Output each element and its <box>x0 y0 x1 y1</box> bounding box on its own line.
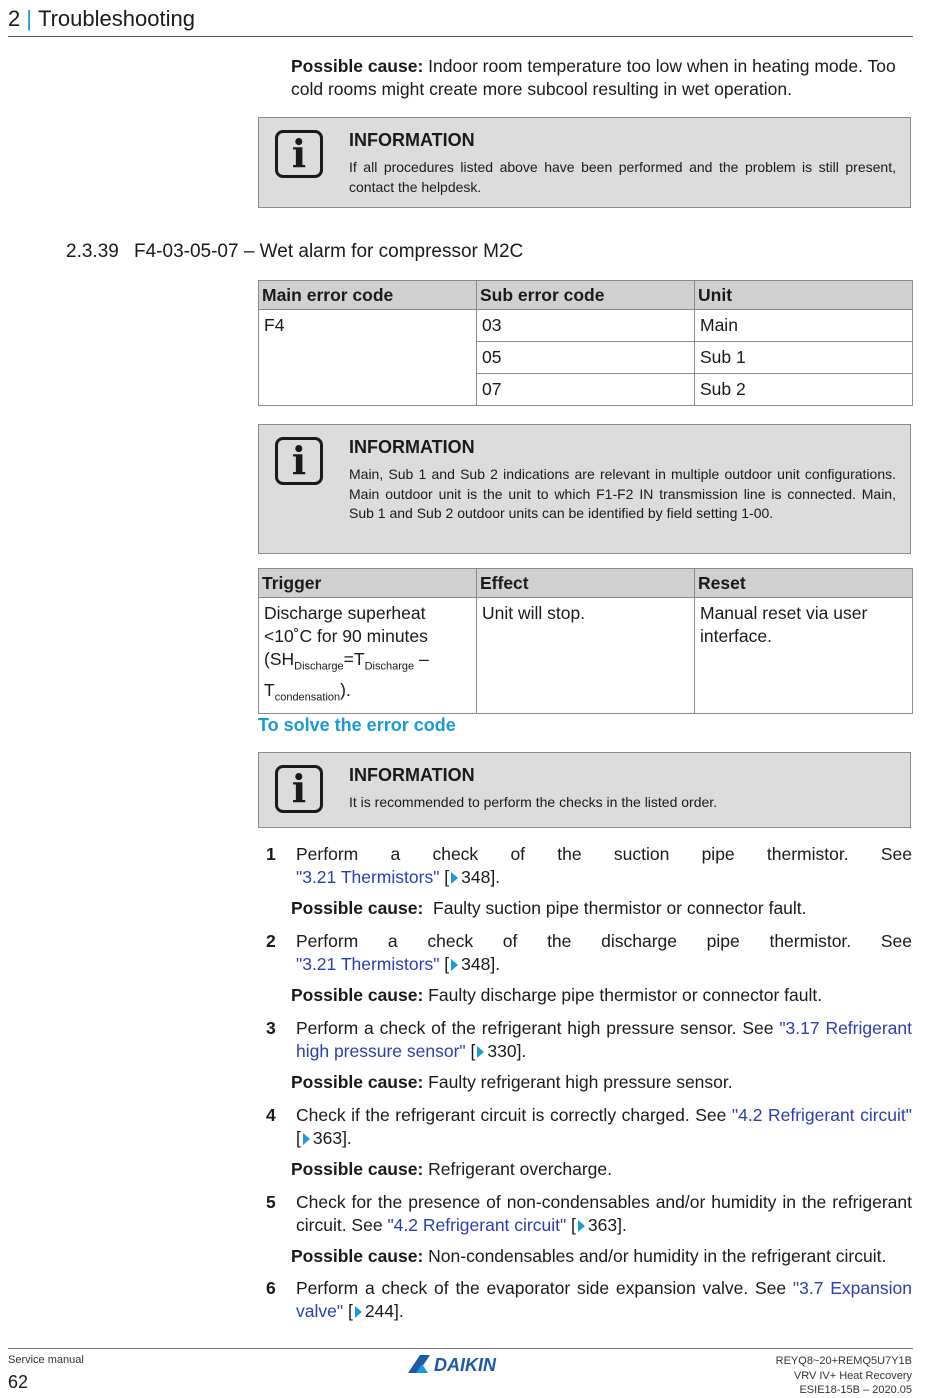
step-instruction: Check if the refrigerant circuit is correctly charged. See <box>296 1105 732 1125</box>
daikin-logo <box>408 1353 513 1375</box>
header-unit: Unit <box>695 281 913 310</box>
cause-text: Non-condensables and/or humidity in the refrigerant circuit. <box>423 1246 887 1266</box>
step-cause <box>291 1071 733 1094</box>
trigger-formula-part: – <box>414 649 429 669</box>
cause-label: Possible cause: <box>291 1159 424 1179</box>
trigger-effect-reset-table <box>258 568 913 714</box>
info-box-helpdesk <box>258 117 911 208</box>
header-divider <box>8 36 913 37</box>
step-number: 5 <box>266 1192 276 1212</box>
trigger-formula-sub: condensation <box>274 691 341 703</box>
info-text: Main, Sub 1 and Sub 2 indications are relevant in multiple outdoor unit configurations. Main outdoor unit is the unit to which F1-F2 IN transmission line is connected. Main, Sub 1 and Sub 2 outdoor units can be identified by field setting 1-00. <box>349 466 896 521</box>
unit-cell: Sub 1 <box>695 342 913 374</box>
unit-cell: Main <box>695 310 913 342</box>
step-cause <box>291 897 807 920</box>
logo-text: DAIKIN <box>434 1355 496 1375</box>
page-number: 62 <box>8 1372 29 1392</box>
cause-text: Faulty refrigerant high pressure sensor. <box>423 1072 733 1092</box>
step-item <box>262 1104 912 1150</box>
step-instruction: Perform a check of the refrigerant high pressure sensor. See <box>296 1018 780 1038</box>
step-reference <box>296 866 912 889</box>
unit-cell: Sub 2 <box>695 374 913 406</box>
chapter-title: Troubleshooting <box>37 6 195 31</box>
table-header-row <box>259 281 913 310</box>
cause-label: Possible cause: <box>291 898 424 918</box>
trigger-formula-part: T <box>264 679 275 700</box>
page-arrow-icon <box>451 959 458 971</box>
step-cause <box>291 1158 612 1181</box>
step-instruction: Perform a check of the evaporator side expansion valve. See <box>296 1278 793 1298</box>
info-icon: i <box>275 130 323 178</box>
step-cause <box>291 984 822 1007</box>
footer-model-info <box>776 1354 912 1398</box>
info-text: It is recommended to perform the checks in the listed order. <box>349 794 718 810</box>
footer-doc-type: Service manual <box>8 1354 84 1366</box>
cause-text: Indoor room temperature too low when in heating mode. Too cold rooms might create more subcool resulting in wet operation. <box>291 56 896 99</box>
step-item <box>262 930 912 976</box>
step-instruction: Perform a check of the discharge pipe thermistor. See <box>296 931 912 951</box>
page-arrow-icon <box>303 1133 310 1145</box>
ref-page: 348]. <box>461 954 501 974</box>
ref-page: 348]. <box>461 867 501 887</box>
info-title: INFORMATION <box>349 765 475 785</box>
table-header-row <box>259 569 913 598</box>
header-trigger: Trigger <box>259 569 477 598</box>
main-code-cell: F4 <box>259 310 477 406</box>
footer-product: VRV IV+ Heat Recovery <box>793 1369 912 1382</box>
info-title: INFORMATION <box>349 437 475 457</box>
step-item <box>262 1277 912 1323</box>
error-code-table <box>258 280 913 406</box>
step-instruction: Perform a check of the suction pipe thermistor. See <box>296 844 912 864</box>
step-reference <box>296 953 912 976</box>
cause-text: Faulty discharge pipe thermistor or connector fault. <box>423 985 823 1005</box>
header-reset: Reset <box>695 569 913 598</box>
trigger-formula-sub: Discharge <box>294 660 344 673</box>
cause-text: Refrigerant overcharge. <box>423 1159 613 1179</box>
step-number: 6 <box>266 1278 276 1298</box>
step-item <box>262 843 912 889</box>
trigger-formula-part: ). <box>340 679 351 700</box>
sub-code-cell: 05 <box>477 342 695 374</box>
trigger-formula-part: (SH <box>264 649 295 669</box>
step-link[interactable]: "4.2 Refrigerant circuit" <box>731 1105 912 1125</box>
header-effect: Effect <box>477 569 695 598</box>
ref-bracket: [ <box>296 1128 301 1148</box>
sub-code-cell: 07 <box>477 374 695 406</box>
page-arrow-icon <box>477 1046 484 1058</box>
step-cause <box>291 1245 886 1268</box>
step-number: 1 <box>266 844 276 864</box>
step-link[interactable]: "4.2 Refrigerant circuit" <box>387 1215 567 1235</box>
ref-page: 330]. <box>487 1041 527 1061</box>
section-title: F4-03-05-07 – Wet alarm for compressor M2C <box>134 241 524 262</box>
table-row <box>259 598 913 714</box>
step-text <box>296 1277 912 1323</box>
info-icon: i <box>275 765 323 813</box>
cause-label: Possible cause: <box>291 1246 424 1266</box>
header-separator: | <box>26 6 32 31</box>
page-arrow-icon <box>355 1306 362 1318</box>
page-arrow-icon <box>578 1220 585 1232</box>
cause-text: Faulty suction pipe thermistor or connector fault. <box>423 898 807 918</box>
info-title: INFORMATION <box>349 130 475 150</box>
solve-heading: To solve the error code <box>258 715 456 735</box>
section-number: 2.3.39 <box>66 241 119 262</box>
step-link[interactable]: "3.21 Thermistors" <box>296 954 440 974</box>
step-item <box>262 1017 912 1063</box>
ref-bracket: [ <box>439 954 450 974</box>
step-number: 4 <box>266 1105 276 1125</box>
trigger-formula-part: =T <box>343 649 365 669</box>
step-instruction: Check for the presence of non-condensables and/or humidity in the refrigerant circuit. See <box>296 1192 912 1235</box>
step-link[interactable]: "3.17 Refrigerant high pressure sensor" <box>296 1018 913 1061</box>
effect-cell: Unit will stop. <box>477 598 695 714</box>
section-heading <box>66 241 523 263</box>
step-text <box>296 1104 912 1150</box>
step-text <box>296 1191 912 1237</box>
reset-cell: Manual reset via user interface. <box>695 598 913 714</box>
info-box-unit-indications <box>258 424 911 554</box>
header-sub-error-code: Sub error code <box>477 281 695 310</box>
trigger-formula-sub: Discharge <box>364 660 415 673</box>
step-link[interactable]: "3.21 Thermistors" <box>296 867 440 887</box>
ref-bracket: [ <box>465 1041 476 1061</box>
step-text <box>296 930 912 953</box>
cause-label: Possible cause: <box>291 1072 424 1092</box>
footer-doc-ref: ESIE18-15B – 2020.05 <box>799 1384 912 1396</box>
trigger-text: Discharge superheat <10˚C for 90 minutes <box>264 603 428 646</box>
cause-label: Possible cause: <box>291 985 424 1005</box>
ref-page: 244]. <box>364 1301 404 1321</box>
intro-possible-cause <box>291 55 911 101</box>
cause-label: Possible cause: <box>291 56 424 76</box>
step-link[interactable]: "3.7 Expansion valve" <box>296 1278 912 1321</box>
info-icon: i <box>275 437 323 485</box>
step-number: 2 <box>266 931 276 951</box>
step-item <box>262 1191 912 1237</box>
chapter-number: 2 <box>8 6 21 31</box>
ref-bracket: [ <box>439 867 450 887</box>
step-text <box>296 1017 912 1063</box>
page-header <box>8 6 195 32</box>
sub-code-cell: 03 <box>477 310 695 342</box>
header-main-error-code: Main error code <box>259 281 477 310</box>
footer-divider <box>8 1348 913 1349</box>
footer-model: REYQ8~20+REMQ5U7Y1B <box>775 1355 912 1367</box>
step-number: 3 <box>266 1018 276 1038</box>
ref-page: 363]. <box>312 1128 352 1148</box>
trigger-cell <box>259 598 477 714</box>
page-arrow-icon <box>451 872 458 884</box>
ref-bracket: [ <box>343 1301 353 1321</box>
ref-page: 363]. <box>587 1215 627 1235</box>
ref-bracket: [ <box>566 1215 576 1235</box>
table-row <box>259 310 913 342</box>
step-text <box>296 843 912 866</box>
info-box-check-order <box>258 752 911 828</box>
info-text: If all procedures listed above have been performed and the problem is still present, contact the helpdesk. <box>349 159 896 195</box>
